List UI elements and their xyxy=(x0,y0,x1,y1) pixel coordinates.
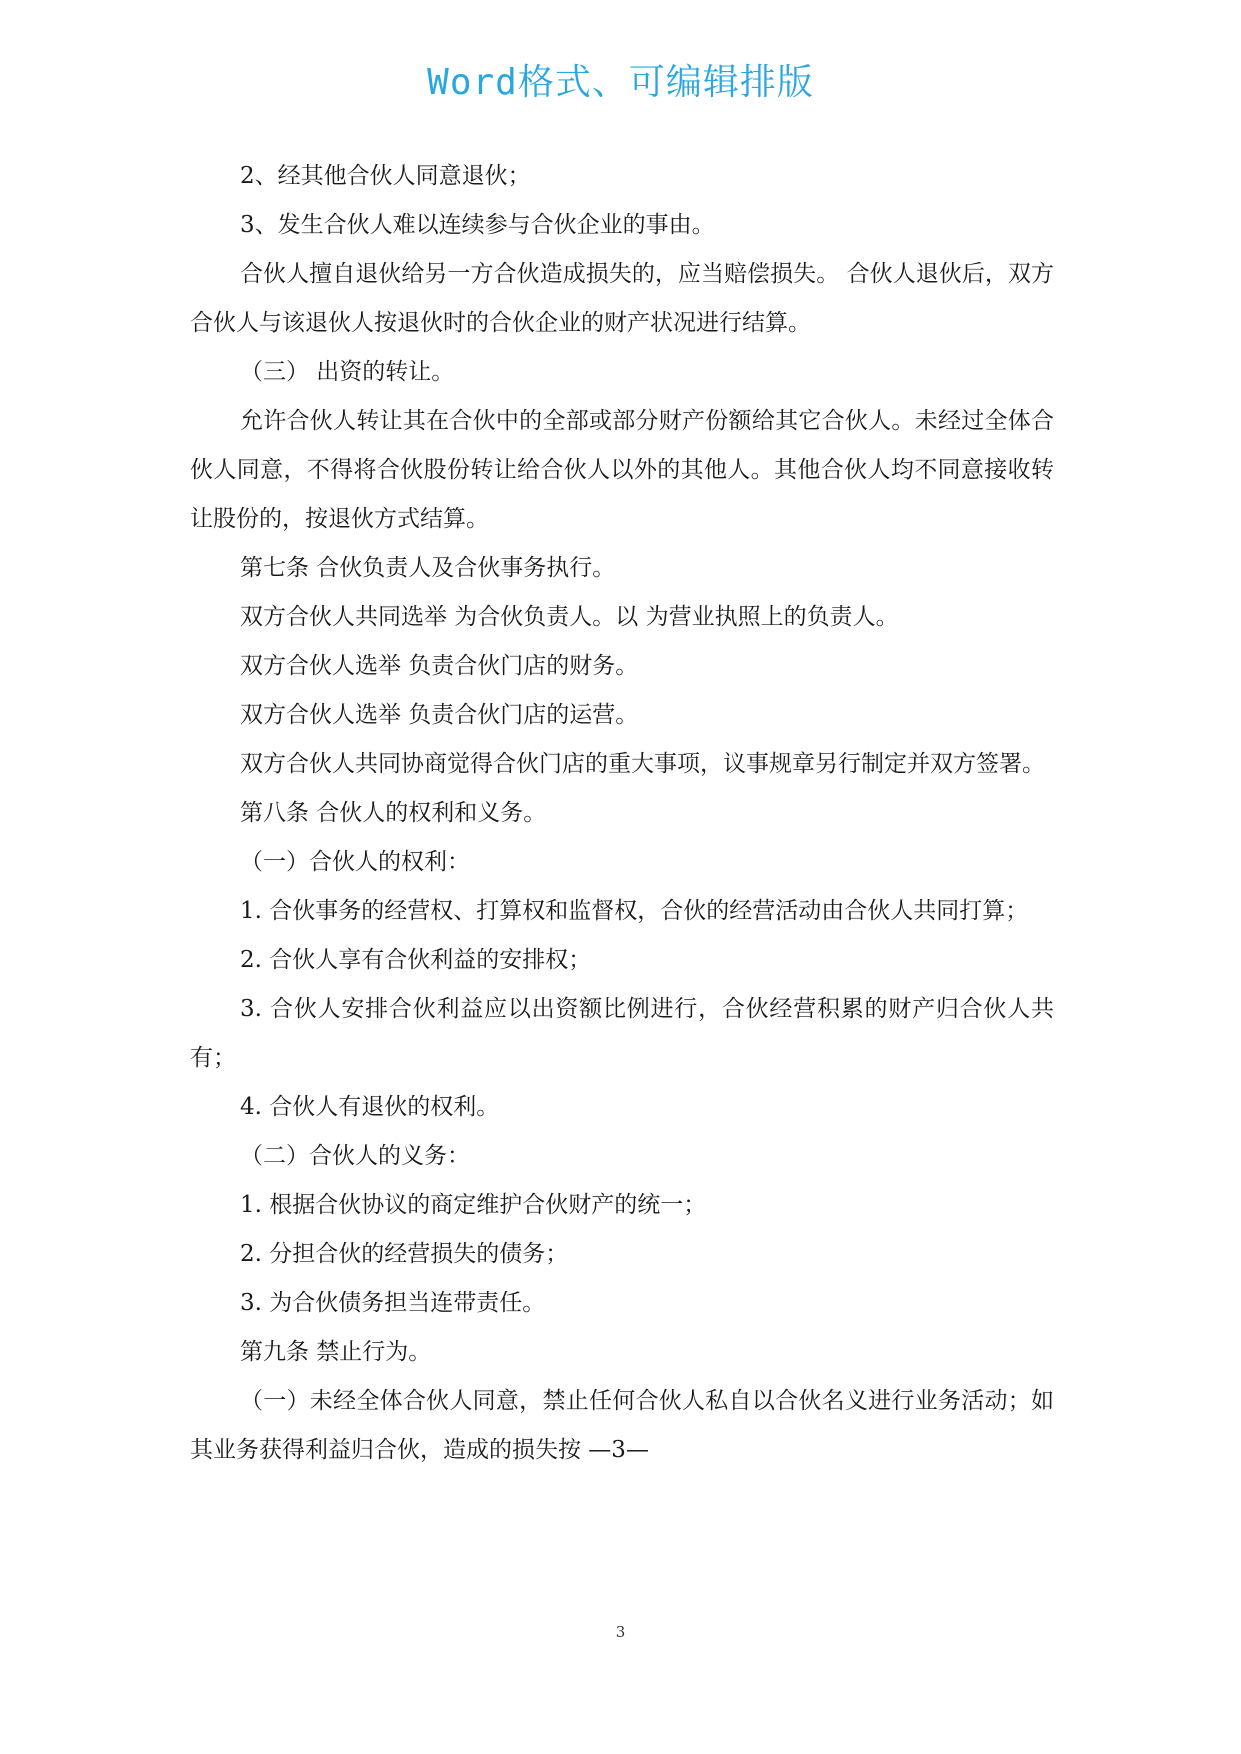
paragraph: 双方合伙人选举 负责合伙门店的财务。 xyxy=(240,653,639,679)
paragraph: 1. 根据合伙协议的商定维护合伙财产的统一； xyxy=(240,1192,707,1218)
paragraph: 双方合伙人共同选举 为合伙负责人。以 为营业执照上的负责人。 xyxy=(240,604,899,630)
paragraph: 双方合伙人选举 负责合伙门店的运营。 xyxy=(240,702,639,728)
paragraph: （三） 出资的转让。 xyxy=(240,359,455,385)
paragraph: 2. 分担合伙的经营损失的债务； xyxy=(240,1241,569,1267)
paragraph: 允许合伙人转让其在合伙中的全部或部分财产份额给其它合伙人。未经过全体合伙人同意，不得将合伙股份转让给合伙人以外的其他人。其他合伙人均不同意接收转让股份的，按退伙方式结算。 xyxy=(190,408,1054,532)
paragraph: 4. 合伙人有退伙的权利。 xyxy=(240,1094,500,1120)
paragraph: 合伙人擅自退伙给另一方合伙造成损失的，应当赔偿损失。 合伙人退伙后，双方合伙人与该退伙人按退伙时的合伙企业的财产状况进行结算。 xyxy=(190,261,1054,336)
paragraph: 1. 合伙事务的经营权、打算权和监督权，合伙的经营活动由合伙人共同打算； xyxy=(240,898,1029,924)
page-number: 3 xyxy=(615,1623,626,1641)
document-body xyxy=(190,152,1054,1475)
paragraph: 2、经其他合伙人同意退伙； xyxy=(240,163,531,189)
page-header-title: Word格式、可编辑排版 xyxy=(427,62,814,103)
paragraph: 第七条 合伙负责人及合伙事务执行。 xyxy=(240,555,616,581)
paragraph: （一）合伙人的权利： xyxy=(240,849,470,875)
paragraph: 第九条 禁止行为。 xyxy=(240,1339,432,1365)
paragraph: 3. 合伙人安排合伙利益应以出资额比例进行，合伙经营积累的财产归合伙人共有； xyxy=(190,996,1054,1071)
paragraph: 3、发生合伙人难以连续参与合伙企业的事由。 xyxy=(240,212,715,238)
paragraph: 双方合伙人共同协商觉得合伙门店的重大事项，议事规章另行制定并双方签署。 xyxy=(240,751,1045,777)
paragraph: 第八条 合伙人的权利和义务。 xyxy=(240,800,547,826)
paragraph: （一）未经全体合伙人同意，禁止任何合伙人私自以合伙名义进行业务活动；如其业务获得利益归合伙，造成的损失按 —3— xyxy=(190,1388,1054,1463)
paragraph: 3. 为合伙债务担当连带责任。 xyxy=(240,1290,546,1316)
paragraph: （二）合伙人的义务： xyxy=(240,1143,470,1169)
paragraph: 2. 合伙人享有合伙利益的安排权； xyxy=(240,947,592,973)
